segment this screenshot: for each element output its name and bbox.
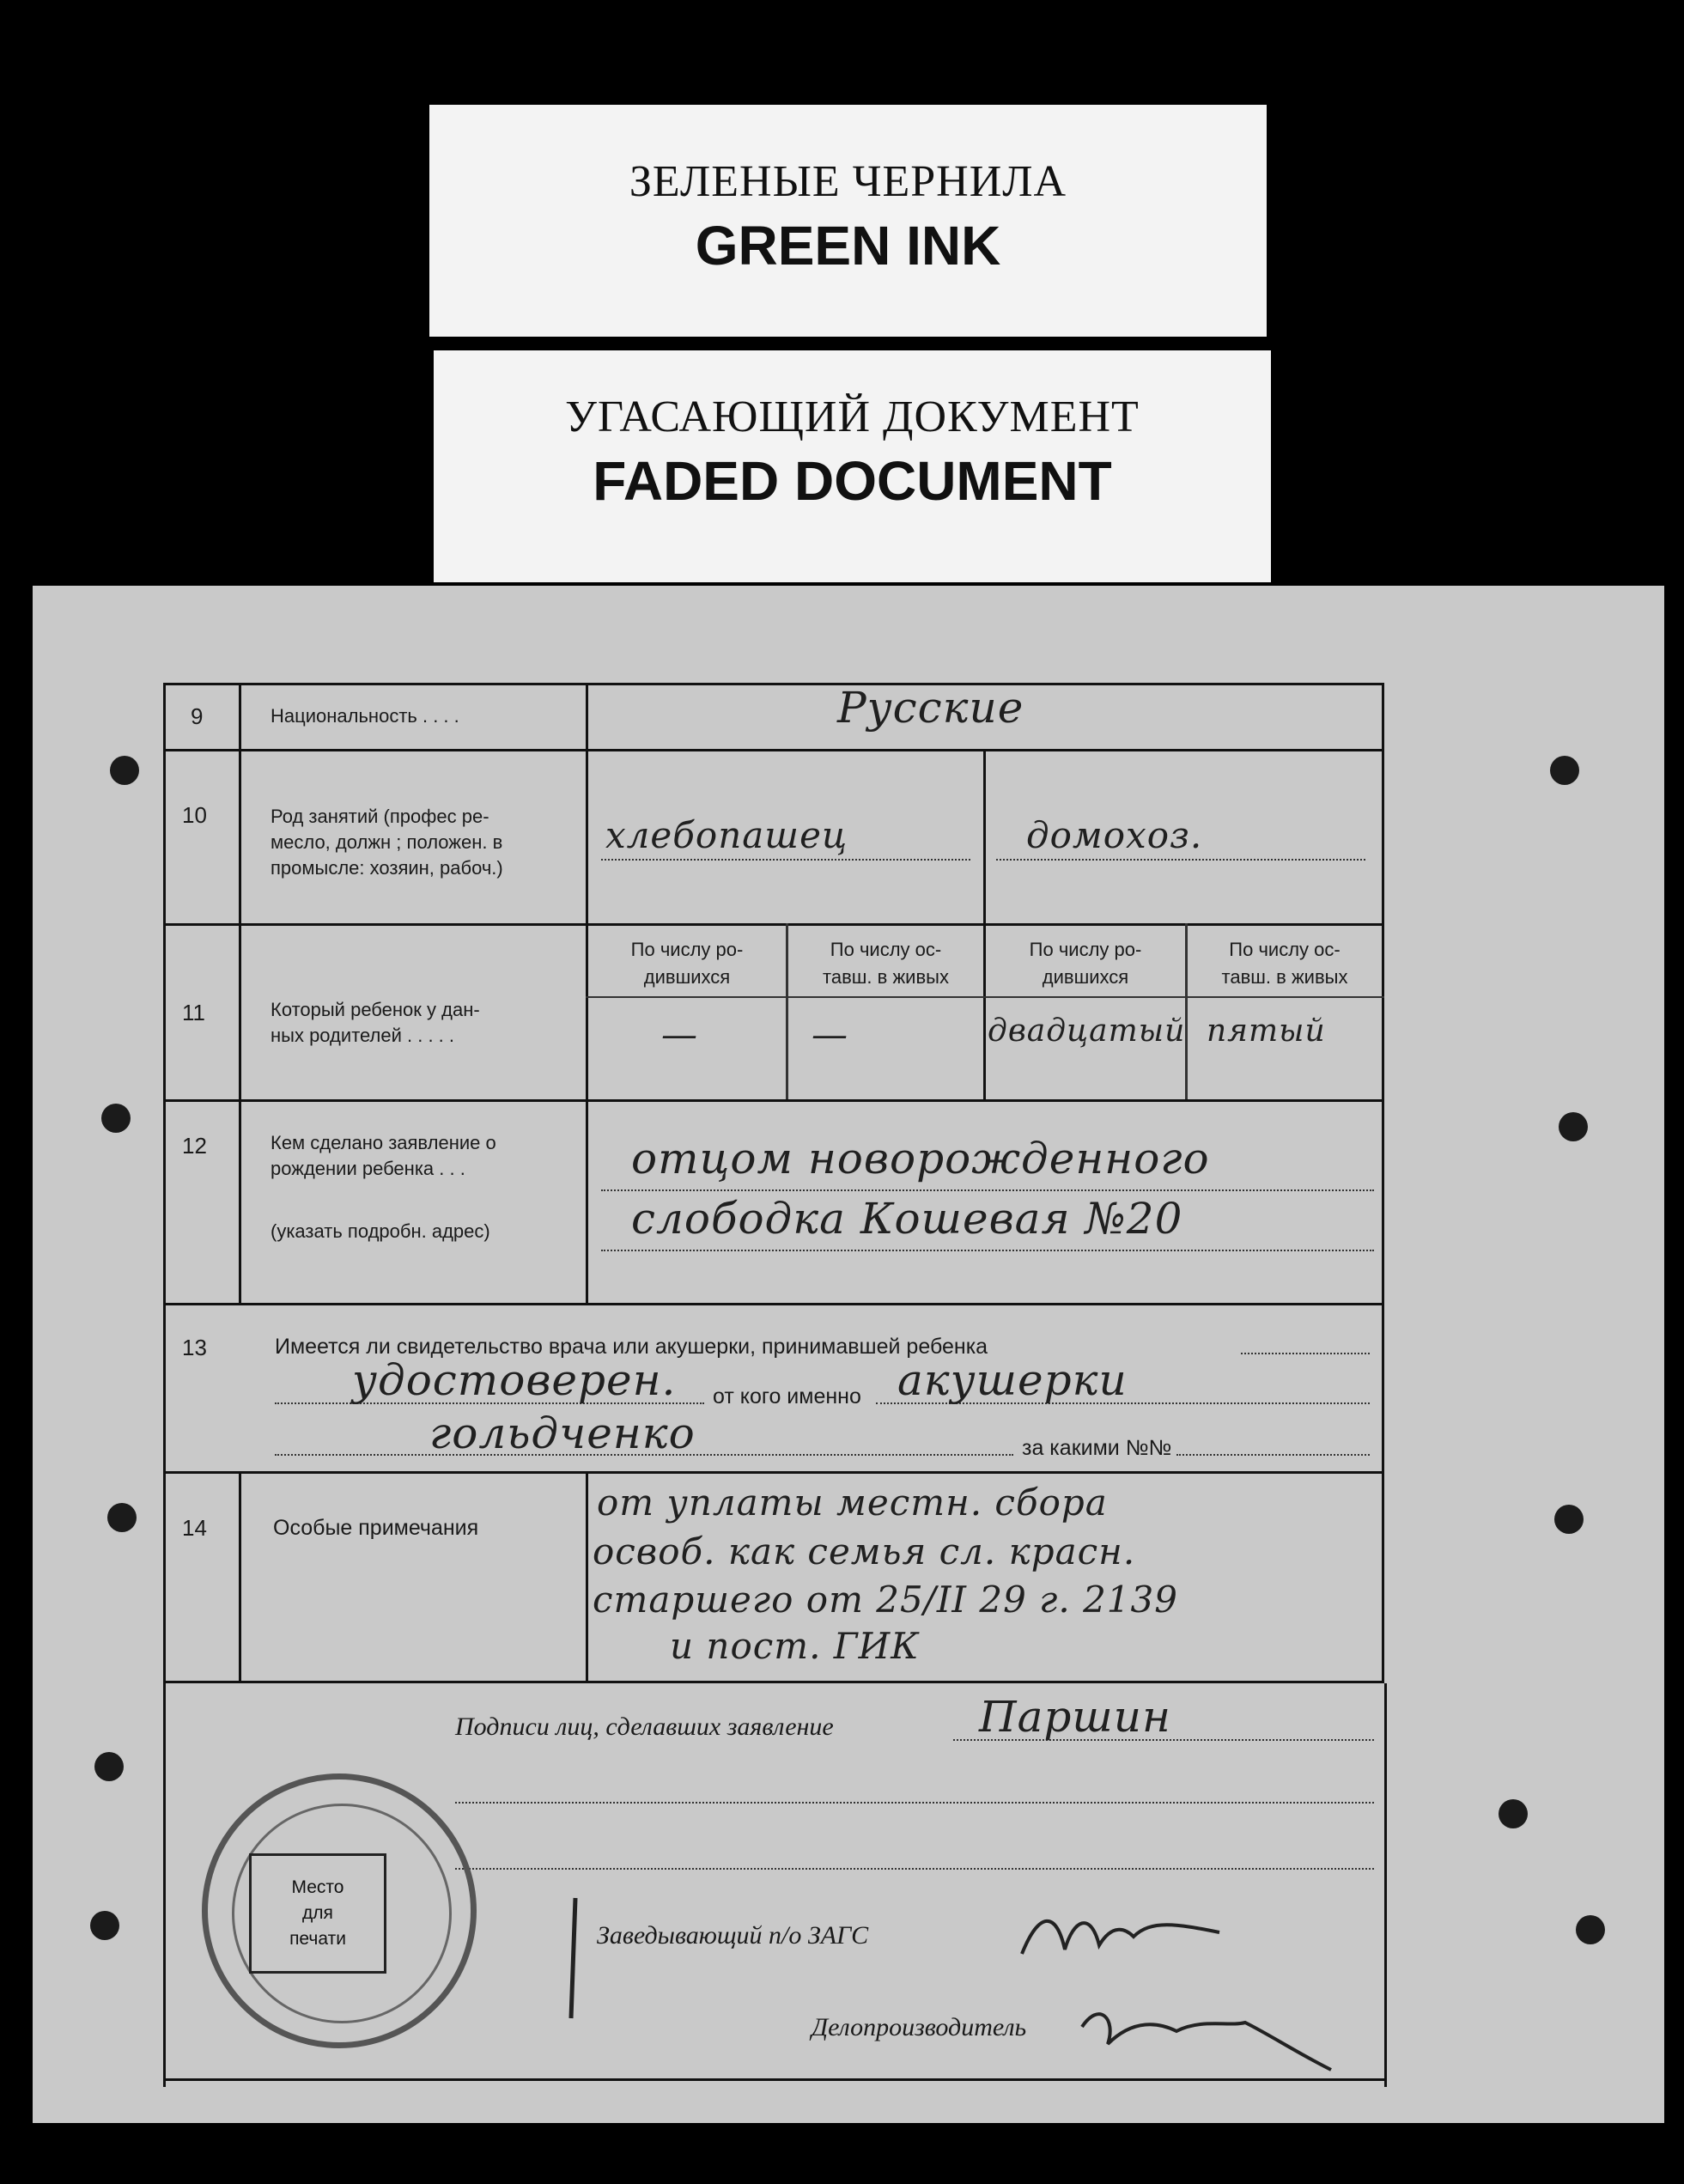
applicant-value-1: отцом новорожденного [631,1134,1210,1183]
punch-hole [110,756,139,785]
applicant-label-3: (указать подробн. адрес) [271,1220,490,1242]
punch-hole [1550,756,1579,785]
alive-value-2: пятый [1207,1013,1326,1049]
born-header-1: По числу ро- дившихся [630,939,744,988]
occupation-label-2: месло, должн ; положен. в [271,831,503,853]
remarks-line-4: и пост. ГИК [670,1625,920,1667]
midwife-value: акушерки [897,1355,1128,1405]
applicant-label-2: рождении ребенка . . . [271,1158,465,1179]
row-12-number: 12 [182,1133,207,1159]
certificate-value: удостоверен. [352,1355,677,1405]
occupation-label-3: промысле: хозяин, рабоч.) [271,857,503,879]
child-order-label-1: Который ребенок у дан- [271,999,480,1020]
row-13-number: 13 [182,1335,207,1360]
pen-stroke [558,1889,593,2027]
punch-hole [1559,1112,1588,1141]
child-order-label-2: ных родителей . . . . . [271,1025,455,1046]
punch-hole [1576,1915,1605,1944]
applicant-label-1: Кем сделано заявление о [271,1132,496,1153]
occupation-mother-value: домохоз. [1026,814,1203,856]
punch-hole [94,1752,124,1781]
green-ink-ru: ЗЕЛЕНЫЕ ЧЕРНИЛА [629,157,1067,206]
faded-document-ru: УГАСАЮЩИЙ ДОКУМЕНТ [565,392,1140,441]
from-whom-label: от кого именно [713,1384,861,1408]
punch-hole [90,1911,119,1940]
punch-hole [107,1503,137,1532]
green-ink-en: GREEN INK [695,215,1001,277]
remarks-line-1: от уплаты местн. сбора [597,1481,1108,1524]
punch-hole [1554,1505,1584,1534]
born-header-2: По числу ро- дившихся [1029,939,1142,988]
row-11-number: 11 [182,1000,205,1025]
clerk-signature [1073,1984,1348,2087]
remarks-line-2: освоб. как семья сл. красн. [593,1530,1136,1573]
green-ink-slip [429,105,1267,337]
applicant-value-2: слободка Кошевая №20 [631,1194,1183,1244]
nationality-value: Русские [837,683,1024,733]
registry-head-label: Заведывающий п/о ЗАГС [597,1921,869,1950]
nationality-label: Национальность . . . . [271,705,459,727]
occupation-label-1: Род занятий (профес ре- [271,806,489,827]
alive-header-2: По числу ос- тавш. в живых [1221,939,1348,988]
born-value-1: — [661,1013,698,1055]
alive-header-1: По числу ос- тавш. в живых [823,939,949,988]
occupation-father-value: хлебопашец [605,814,848,856]
remarks-line-3: старшего от 25/II 29 г. 2139 [593,1579,1178,1621]
born-value-2: двадцатый [988,1013,1186,1049]
head-signature [1013,1885,1237,1980]
stamp-place-box: Место для печати [249,1853,386,1974]
punch-hole [101,1104,131,1133]
row-9-number: 9 [191,703,204,729]
row-14-number: 14 [182,1515,207,1541]
clerk-label: Делопроизводитель [812,2013,1027,2041]
punch-hole [1499,1799,1528,1828]
faded-document-slip [434,350,1271,582]
faded-document-en: FADED DOCUMENT [593,450,1112,512]
midwife-name-value: гольдченко [429,1408,696,1458]
row-10-number: 10 [182,802,207,828]
applicants-signature-label: Подписи лиц, сделавших заявление [455,1713,834,1741]
applicant-signature: Паршин [979,1692,1171,1742]
alive-value-1: — [812,1013,848,1055]
certificate-question: Имеется ли свидетельство врача или акушерки, принимавшей ребенка [275,1335,988,1359]
numbers-label: за какими №№ [1022,1436,1172,1460]
remarks-label: Особые примечания [273,1516,479,1540]
